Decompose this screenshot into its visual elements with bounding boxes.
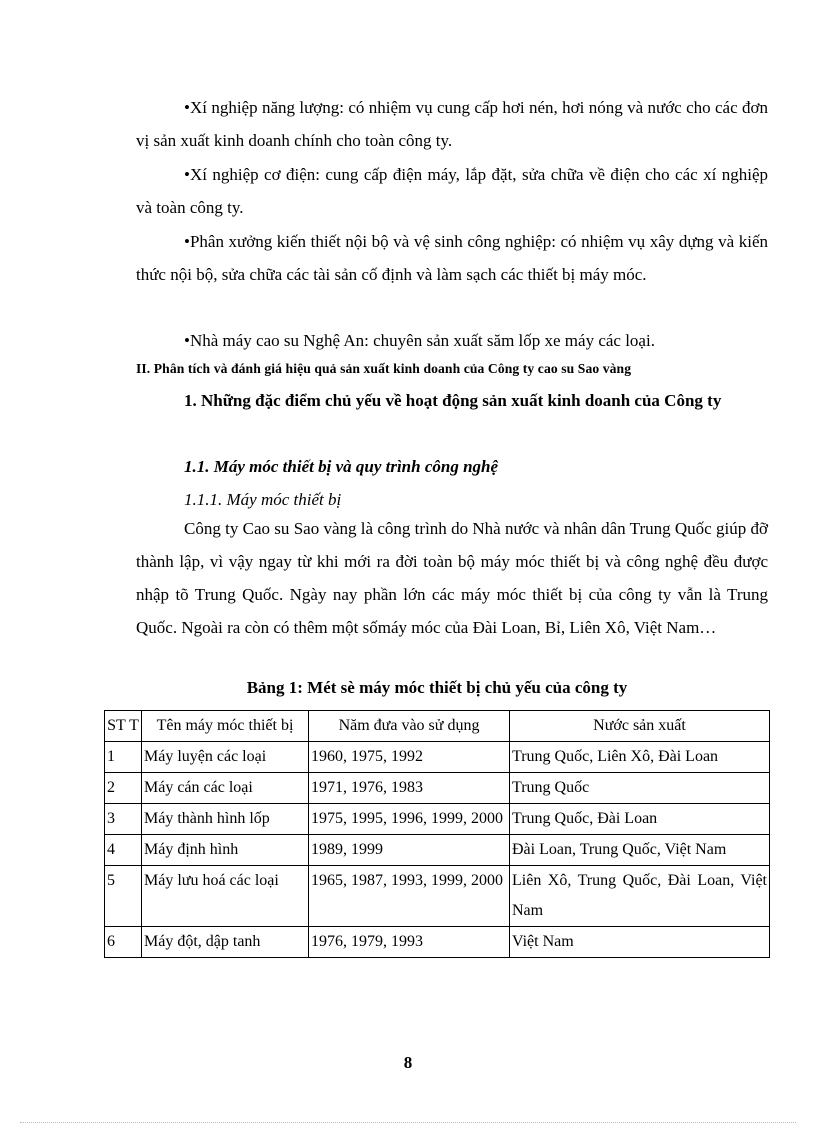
cell-equipment-name: Máy luyện các loại (142, 742, 309, 773)
table-row (105, 742, 770, 773)
bullet-paragraph-construction: • Phân xưởng kiến thiết nội bộ và vệ sinh công nghiệp: có nhiệm vụ xây dựng và kiến thức nội bộ, sửa chữa các tài sản cố định và làm sạch các thiết bị máy móc. (136, 225, 768, 291)
cell-country: Trung Quốc, Liên Xô, Đài Loan (510, 742, 770, 773)
cell-years: 1976, 1979, 1993 (309, 927, 510, 958)
table-row (105, 835, 770, 866)
heading-1: 1. Những đặc điểm chủ yếu về hoạt động sản xuất kinh doanh của Công ty (184, 391, 722, 410)
cell-years: 1971, 1976, 1983 (309, 773, 510, 804)
heading-1-1-1: 1.1.1. Máy móc thiết bị (184, 490, 342, 509)
body-paragraph: Công ty Cao su Sao vàng là công trình do Nhà nước và nhân dân Trung Quốc giúp đỡ thành lập, vì vậy ngay từ khi mới ra đời toàn bộ máy móc thiết bị và công nghệ đều được nhập tõ Trung Quốc. Ngày nay phần lớn các máy móc thiết bị của công ty vẫn là Trung Quốc. Ngoài ra còn có thêm một sốmáy móc của Đài Loan, Bỉ, Liên Xô, Việt Nam… (136, 519, 768, 637)
cell-equipment-name: Máy định hình (142, 835, 309, 866)
cell-stt: 4 (105, 835, 142, 866)
bullet-paragraph-electrical: • Xí nghiệp cơ điện: cung cấp điện máy, lắp đặt, sửa chữa về điện cho các xí nghiệp và toàn công ty. (136, 158, 768, 224)
bullet-paragraph-energy: • Xí nghiệp năng lượng: có nhiệm vụ cung cấp hơi nén, hơi nóng và nước cho các đơn vị sản xuất kinh doanh chính cho toàn công ty. (136, 91, 768, 157)
header-year-in-use: Năm đưa vào sử dụng (309, 711, 510, 742)
cell-stt: 2 (105, 773, 142, 804)
heading-1-1: 1.1. Máy móc thiết bị và quy trình công nghệ (184, 457, 499, 476)
cell-years: 1975, 1995, 1996, 1999, 2000 (309, 804, 510, 835)
table-row (105, 927, 770, 958)
cell-years: 1960, 1975, 1992 (309, 742, 510, 773)
cell-equipment-name: Máy thành hình lốp (142, 804, 309, 835)
cell-stt: 6 (105, 927, 142, 958)
table-row (105, 866, 770, 927)
header-country: Nước sản xuất (510, 711, 770, 742)
bullet-paragraph-nghe-an-factory: • Nhà máy cao su Nghệ An: chuyên sản xuất săm lốp xe máy các loại. (136, 324, 768, 357)
table-caption: Bảng 1: Mét sè máy móc thiết bị chủ yếu của công ty (246, 678, 628, 697)
cell-equipment-name: Máy lưu hoá các loại (142, 866, 309, 927)
cell-years: 1989, 1999 (309, 835, 510, 866)
page-number: 8 (403, 1053, 413, 1072)
table-row (105, 773, 770, 804)
cell-stt: 1 (105, 742, 142, 773)
cell-country: Việt Nam (510, 927, 770, 958)
header-stt: ST T (105, 711, 142, 742)
cell-years: 1965, 1987, 1993, 1999, 2000 (309, 866, 510, 927)
cell-equipment-name: Máy cán các loại (142, 773, 309, 804)
cell-stt: 5 (105, 866, 142, 927)
cell-country: Đài Loan, Trung Quốc, Việt Nam (510, 835, 770, 866)
cell-country: Liên Xô, Trung Quốc, Đài Loan, Việt Nam (510, 866, 770, 927)
table-header-row (105, 711, 770, 742)
equipment-table (104, 710, 770, 958)
cell-country: Trung Quốc (510, 773, 770, 804)
section-heading-ii: II. Phân tích và đánh giá hiệu quả sản xuất kinh doanh của Công ty cao su Sao vàng (136, 361, 632, 376)
cell-equipment-name: Máy đột, dập tanh (142, 927, 309, 958)
cell-stt: 3 (105, 804, 142, 835)
header-equipment-name: Tên máy móc thiết bị (142, 711, 309, 742)
cell-country: Trung Quốc, Đài Loan (510, 804, 770, 835)
table-row (105, 804, 770, 835)
